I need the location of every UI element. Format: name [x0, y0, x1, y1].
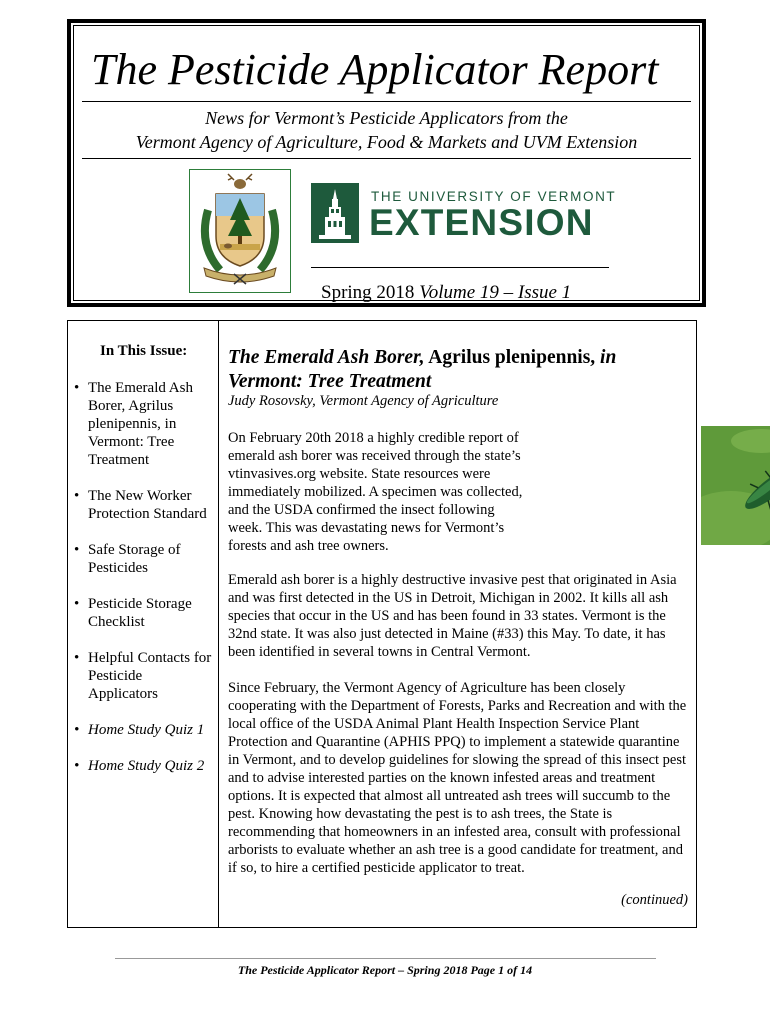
- emerald-ash-borer-photo: [701, 426, 770, 545]
- title-rule: [82, 101, 691, 102]
- page-footer: The Pesticide Applicator Report – Spring 2018 Page 1 of 14: [237, 963, 533, 977]
- issue-season: Spring 2018: [321, 282, 415, 303]
- logo-rule: [311, 267, 609, 268]
- toc-item: • Pesticide Storage Checklist: [74, 595, 214, 631]
- toc-item: • The New Worker Protection Standard: [74, 487, 214, 523]
- footer-rule: [115, 958, 656, 959]
- uvm-name-text: THE UNIVERSITY OF VERMONT: [371, 189, 617, 204]
- toc-item: • Helpful Contacts for Pesticide Applicators: [74, 649, 214, 703]
- in-this-issue-sidebar: [68, 321, 219, 927]
- toc-list: [74, 379, 214, 793]
- article-byline: Judy Rosovsky, Vermont Agency of Agriculture: [228, 393, 499, 409]
- article: [228, 321, 688, 927]
- uvm-extension-logo: [311, 181, 617, 247]
- article-title-part1: The Emerald Ash Borer,: [228, 347, 425, 368]
- sidebar-heading: In This Issue:: [100, 343, 188, 359]
- uvm-tower-icon: [311, 183, 359, 243]
- issue-volume: Volume 19 – Issue 1: [419, 282, 572, 303]
- toc-item: • Home Study Quiz 1: [74, 721, 214, 739]
- article-paragraph: Since February, the Vermont Agency of Agriculture has been closely cooperating with the Department of Forests, Parks and Recreation and with the local office of the USDA Animal Plant Health Inspection Service Plant Protection and Quarantine (APHIS PPQ) to implement a statewide quarantine in Vermont, and to develop guidelines for slowing the spread of this insect pest and to advise interested parties on the known infested areas and treatment options. It is expected that almost all untreated ash trees will succumb to the pest. Knowing how devastating the pest is to ash trees, the State is recommending that homeowners in an infested area, consult with professional arborists to evaluate whether an ash tree is a good candidate for treatment, and if so, to hire a certified pesticide applicator to treat.: [228, 680, 687, 876]
- vermont-seal-image: [189, 169, 291, 293]
- article-title: [228, 346, 658, 394]
- issue-line: [321, 282, 611, 304]
- continued-note: (continued): [621, 892, 688, 908]
- article-title-part3: in Vermont: Tree Treatment: [228, 347, 617, 392]
- toc-item: • The Emerald Ash Borer, Agrilus plenipennis, in Vermont: Tree Treatment: [74, 379, 214, 469]
- article-title-part2: Agrilus plenipennis,: [424, 347, 596, 368]
- extension-text: EXTENSION: [369, 202, 594, 243]
- toc-item: • Safe Storage of Pesticides: [74, 541, 214, 577]
- subtitle-line-2: Vermont Agency of Agriculture, Food & Markets and UVM Extension: [135, 132, 638, 152]
- article-paragraph: On February 20th 2018 a highly credible report of emerald ash borer was received through the state’s vtinvasives.org website. State resources were immediately mobilized. A specimen was collected, and the USDA confirmed the insect following week. This was devastating news for Vermont’s forests and ash tree owners.: [228, 430, 523, 554]
- masthead: [67, 19, 706, 307]
- subtitle-line-1: News for Vermont’s Pesticide Applicators from the: [205, 108, 568, 128]
- subtitle-rule: [82, 158, 691, 159]
- newsletter-title: The Pesticide Applicator Report: [91, 45, 659, 94]
- article-paragraph: Emerald ash borer is a highly destructive invasive pest that originated in Asia and was first detected in the US in Detroit, Michigan in 2002. It kills all ash species that occur in the US and has been found in 33 states. Vermont is the 32nd state. It was also just detected in Maine (#33) this May. To date, it has been identified in several towns in Central Vermont.: [228, 572, 677, 660]
- toc-item: • Home Study Quiz 2: [74, 757, 214, 775]
- content-box: [67, 320, 697, 928]
